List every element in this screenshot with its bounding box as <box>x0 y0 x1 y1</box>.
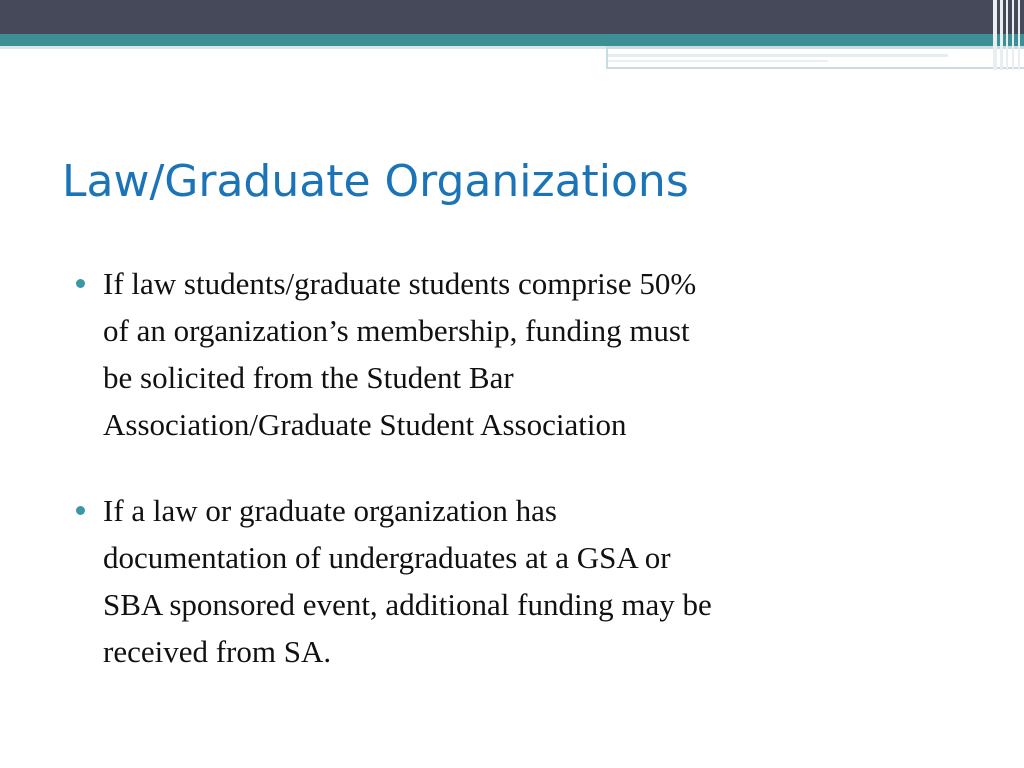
bullet-line: If law students/graduate students comprise 50% <box>103 266 697 301</box>
header-teal-bar <box>0 34 1024 46</box>
header-tab-inner <box>608 49 1024 67</box>
bullet-line: If a law or graduate organization has <box>103 493 557 528</box>
bullet-line: Association/Graduate Student Association <box>103 407 627 442</box>
bullet-line: received from SA. <box>103 634 332 669</box>
header-stripe <box>1018 0 1020 70</box>
bullet-line: documentation of undergraduates at a GSA or <box>103 540 671 575</box>
header-tab-line <box>608 60 828 62</box>
bullet-icon <box>76 506 85 515</box>
header-tab-line <box>608 54 948 57</box>
slide-title: Law/Graduate Organizations <box>62 156 689 207</box>
header-dark-bar <box>0 0 1024 34</box>
bullet-list <box>74 260 974 675</box>
bullet-line: SBA sponsored event, additional funding may be <box>103 587 712 622</box>
bullet-icon <box>76 279 85 288</box>
bullet-line: of an organization’s membership, funding must <box>103 313 690 348</box>
header-stripe <box>1012 0 1014 70</box>
bullet-line: be solicited from the Student Bar <box>103 360 514 395</box>
header-stripe <box>1006 0 1008 70</box>
bullet-item <box>74 487 974 675</box>
bullet-item <box>74 260 974 448</box>
header-stripe <box>993 0 997 70</box>
header-stripe <box>1000 0 1003 70</box>
